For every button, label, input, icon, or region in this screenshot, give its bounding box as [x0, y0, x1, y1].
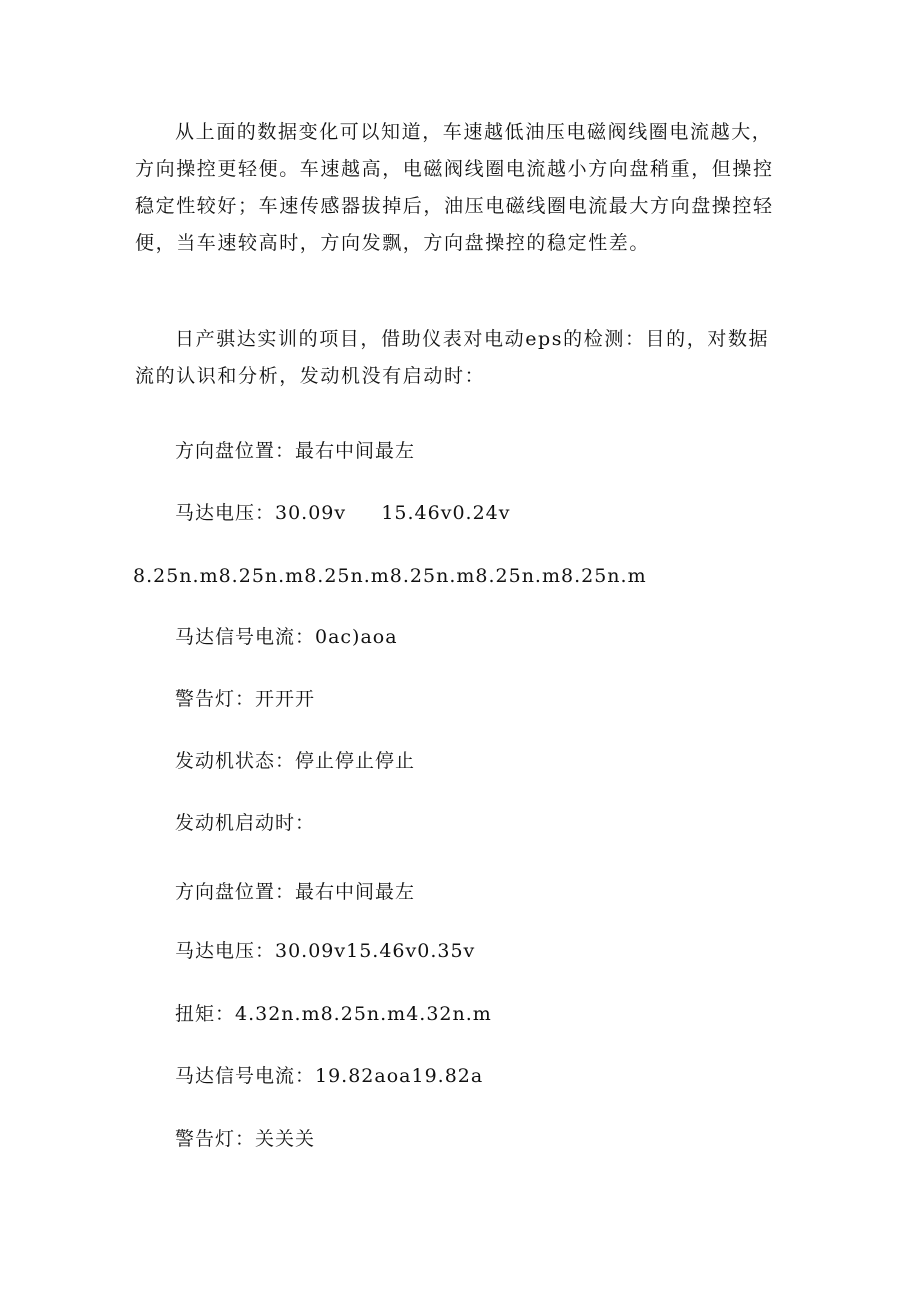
steering-position-line-off: 方向盘位置：最右中间最左: [175, 440, 416, 462]
motor-voltage-line-off: 马达电压：30.09v 15.46v0.24v: [175, 502, 511, 524]
engine-started-heading: 发动机启动时：: [175, 812, 316, 834]
torque-values-line-off: 8.25n.m8.25n.m8.25n.m8.25n.m8.25n.m8.25n.m: [133, 565, 647, 587]
paragraph-project-intro: 日产骐达实训的项目，借助仪表对电动eps的检测：目的，对数据流的认识和分析，发动机没有启动时：: [135, 328, 770, 387]
warning-light-line-off: 警告灯：开开开: [175, 688, 316, 710]
engine-status-line: 发动机状态：停止停止停止: [175, 750, 416, 772]
motor-signal-current-line-off: 马达信号电流：0ac)aoa: [175, 626, 398, 648]
motor-signal-current-line-on: 马达信号电流：19.82aoa19.82a: [175, 1065, 484, 1087]
torque-line-on: 扭矩：4.32n.m8.25n.m4.32n.m: [175, 1003, 492, 1025]
warning-light-line-on: 警告灯：关关关: [175, 1128, 316, 1150]
motor-voltage-line-on: 马达电压：30.09v15.46v0.35v: [175, 940, 476, 962]
steering-position-line-on: 方向盘位置：最右中间最左: [175, 881, 416, 903]
paragraph-analysis: 从上面的数据变化可以知道，车速越低油压电磁阀线圈电流越大，方向操控更轻便。车速越高，电磁阀线圈电流越小方向盘稍重，但操控稳定性较好；车速传感器拔掉后，油压电磁线圈电流最大方向盘操控轻便，当车速较高时，方向发飘，方向盘操控的稳定性差。: [135, 121, 774, 254]
